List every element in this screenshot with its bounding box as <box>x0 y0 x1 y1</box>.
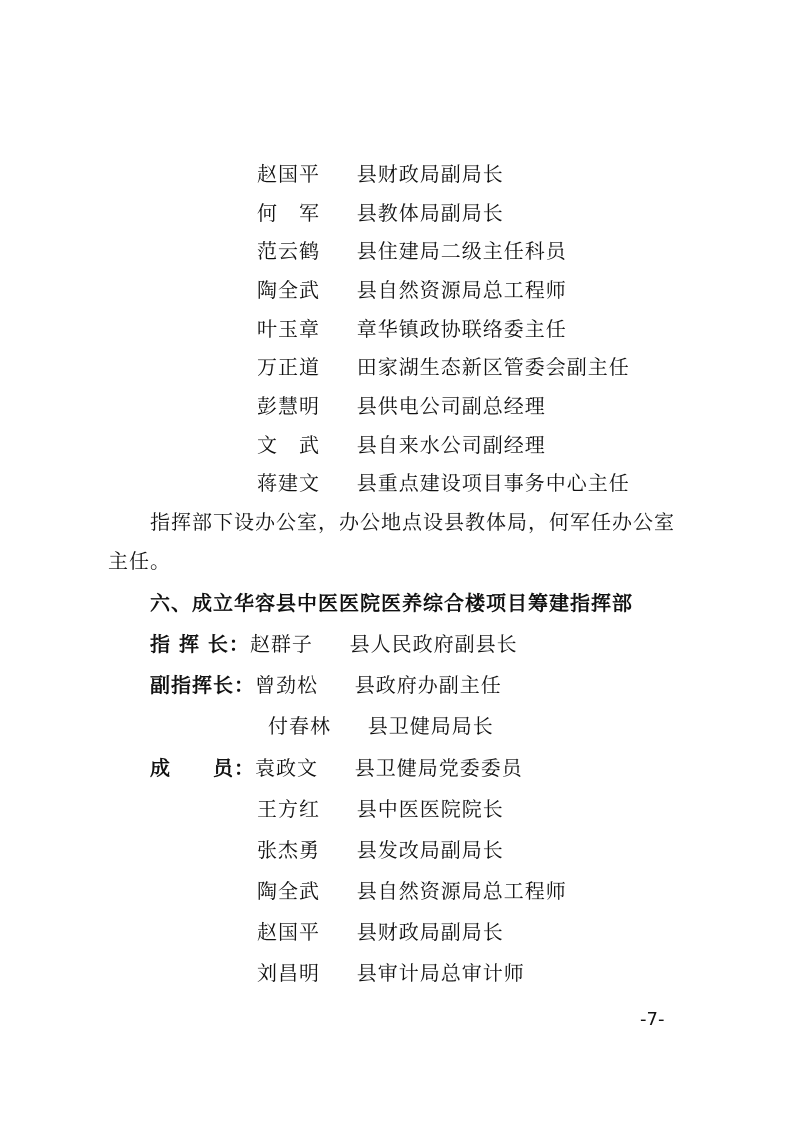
member-title: 县财政局副局长 <box>356 162 504 186</box>
member-row <box>257 797 504 821</box>
member-title: 县教体局副局长 <box>356 201 504 225</box>
member-title: 县自然资源局总工程师 <box>356 879 567 903</box>
member-title: 县中医医院院长 <box>356 797 504 821</box>
member-row <box>257 355 630 379</box>
page-number: -7- <box>640 1009 665 1030</box>
deputy-label: 副指挥长： <box>150 673 255 697</box>
member-row <box>257 838 504 862</box>
member-name: 陶全武 <box>257 278 320 302</box>
deputy-title: 县卫健局局长 <box>367 714 494 738</box>
member-row <box>257 201 504 225</box>
member-title: 县住建局二级主任科员 <box>356 239 567 263</box>
member-title: 章华镇政协联络委主任 <box>356 317 567 341</box>
member-row <box>257 162 504 186</box>
member-title: 县审计局总审计师 <box>356 961 525 985</box>
commander-name: 赵群子 <box>249 632 313 656</box>
member-title: 县供电公司副总经理 <box>356 394 546 418</box>
member-name: 叶玉章 <box>257 317 320 341</box>
member-row <box>257 239 567 263</box>
member-row <box>257 961 525 985</box>
section-heading: 六、成立华容县中医医院医养综合楼项目筹建指挥部 <box>150 591 633 615</box>
member-name: 万正道 <box>257 355 320 379</box>
member-title: 县自然资源局总工程师 <box>356 278 567 302</box>
member-name: 范云鹤 <box>257 239 320 263</box>
member-name: 彭慧明 <box>257 394 320 418</box>
member-name: 陶全武 <box>257 879 320 903</box>
commander-title: 县人民政府副县长 <box>349 632 518 656</box>
member-row <box>257 433 546 457</box>
member-title: 县重点建设项目事务中心主任 <box>356 471 630 495</box>
member-row <box>257 317 567 341</box>
deputy-row <box>268 714 494 738</box>
member-title: 县自来水公司副经理 <box>356 433 546 457</box>
office-note-line-2: 主任。 <box>108 549 171 573</box>
commander-label: 指 挥 长： <box>150 632 250 656</box>
member-row <box>150 756 523 780</box>
member-name: 蒋建文 <box>257 471 320 495</box>
deputy-title: 县政府办副主任 <box>354 673 502 697</box>
member-title: 县财政局副局长 <box>356 920 504 944</box>
deputy-name: 曾劲松 <box>255 673 318 697</box>
member-row <box>257 278 567 302</box>
members-label: 成 员： <box>150 756 255 780</box>
office-note-line-1: 指挥部下设办公室，办公地点设县教体局，何军任办公室 <box>150 510 675 534</box>
member-row <box>257 394 546 418</box>
member-name: 何 军 <box>257 201 320 225</box>
member-title: 县卫健局党委委员 <box>354 756 523 780</box>
commander-row <box>150 632 518 656</box>
member-name: 王方红 <box>257 797 320 821</box>
member-row <box>257 879 567 903</box>
deputy-name: 付春林 <box>268 714 331 738</box>
member-name: 赵国平 <box>257 920 320 944</box>
member-name: 袁政文 <box>255 756 318 780</box>
member-name: 赵国平 <box>257 162 320 186</box>
member-name: 文 武 <box>257 433 320 457</box>
deputy-row <box>150 673 502 697</box>
member-row <box>257 920 504 944</box>
member-name: 张杰勇 <box>257 838 320 862</box>
member-name: 刘昌明 <box>257 961 320 985</box>
member-title: 田家湖生态新区管委会副主任 <box>356 355 630 379</box>
member-row <box>257 471 630 495</box>
member-title: 县发改局副局长 <box>356 838 504 862</box>
